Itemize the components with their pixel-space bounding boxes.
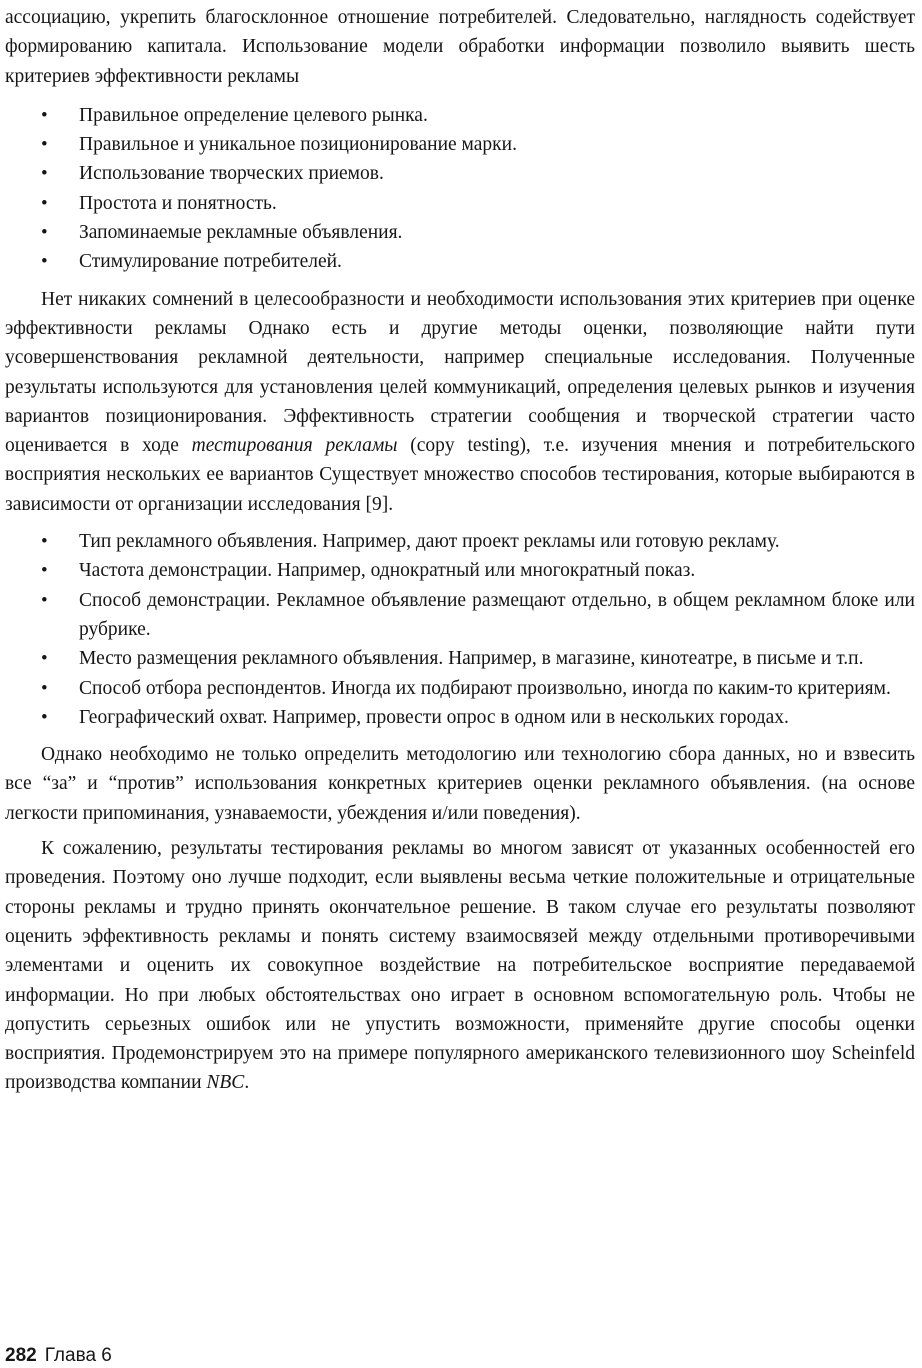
criteria-list: [5, 101, 915, 277]
list-item: • Простота и понятность.: [5, 189, 915, 218]
list-item: • Способ демонстрации. Рекламное объявление размещают отдельно, в общем рекламном блоке или рубрике.: [5, 586, 915, 645]
list-item: • Запоминаемые рекламные объявления.: [5, 218, 915, 247]
list-item: • Правильное и уникальное позиционирование марки.: [5, 130, 915, 159]
paragraph-conclusion-text: К сожалению, результаты тестирования рекламы во многом зависят от указанных особенностей его проведения. Поэтому оно лучше подходит, если выявлены весьма четкие положительные и отрицательные стороны рекламы и трудно принять окончательное решение. В таком случае его результаты позволяют оценить эффективность рекламы и понять систему взаимосвязей между отдельными противоречивыми элементами и оценить их совокупное воздействие на потребительское восприятие передаваемой информации. Но при любых обстоятельствах оно играет в основном вспомогательную роль. Чтобы не допустить серьезных ошибок или не упустить возможности, применяйте другие способы оценки восприятия. Продемонстрируем это на примере популярного американского телевизионного шоу Scheinfeld производства компании: [5, 838, 915, 1094]
term-copy-testing: тестирования рекламы: [191, 435, 398, 457]
list-item: • Стимулирование потребителей.: [5, 247, 915, 276]
chapter-label: Глава 6: [44, 1345, 112, 1366]
page-body: [5, 3, 915, 1098]
page-footer: [5, 1345, 112, 1367]
list-item: • Тип рекламного объявления. Например, дают проект рекламы или готовую рекламу.: [5, 527, 915, 556]
paragraph-methods-text-end: (copy testing), т.е. изучения мнения и потребительского восприятия нескольких ее вариантов Существует множество способов тестирования, которые выбираются в зависимости от организации исследования [9].: [5, 435, 915, 515]
list-item: • Частота демонстрации. Например, однократный или многократный показ.: [5, 556, 915, 585]
list-item: • Географический охват. Например, провести опрос в одном или в нескольких городах.: [5, 703, 915, 732]
paragraph-intro: ассоциацию, укрепить благосклонное отношение потребителей. Следовательно, наглядность содействует формированию капитала. Использование модели обработки информации позволило выявить шесть критериев эффективности рекламы: [5, 7, 915, 87]
paragraph-methods: [5, 285, 915, 519]
testing-factors-list: [5, 527, 915, 732]
paragraph-methodology: Однако необходимо не только определить методологию или технологию сбора данных, но и взвесить все “за” и “против” использования конкретных критериев оценки рекламного объявления. (на основе легкости припоминания, узнаваемости, убеждения и/или поведения).: [5, 744, 915, 824]
list-item: • Место размещения рекламного объявления. Например, в магазине, кинотеатре, в письме и т.п.: [5, 644, 915, 673]
paragraph-conclusion: [5, 834, 915, 1098]
page-number: 282: [5, 1345, 37, 1366]
paragraph-methods-text-start: Нет никаких сомнений в целесообразности и необходимости использования этих критериев при оценке эффективности рекламы Однако есть и другие методы оценки, позволяющие найти пути усовершенствования рекламной деятельности, например специальные исследования. Полученные результаты используются для установления целей коммуникаций, определения целевых рынков и изучения вариантов позиционирования. Эффективность стратегии сообщения и творческой стратегии часто оценивается в ходе: [5, 288, 915, 457]
list-item: • Правильное определение целевого рынка.: [5, 101, 915, 130]
list-item: • Способ отбора респондентов. Иногда их подбирают произвольно, иногда по каким-то критериям.: [5, 674, 915, 703]
company-name: NBC: [206, 1072, 245, 1094]
list-item: • Использование творческих приемов.: [5, 159, 915, 188]
paragraph-conclusion-end: .: [244, 1072, 250, 1094]
